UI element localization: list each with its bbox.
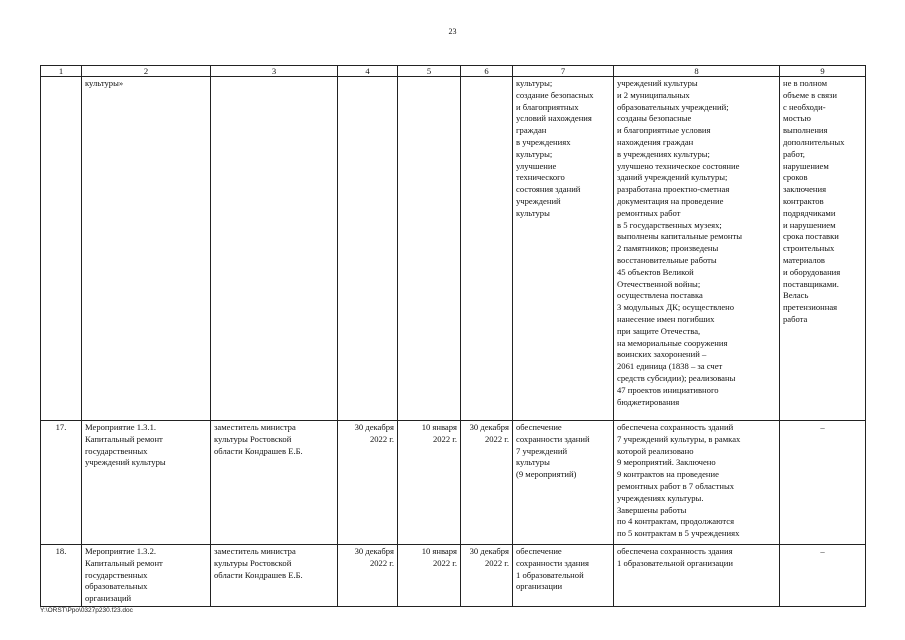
- cell-line: 7 учреждений: [516, 445, 568, 456]
- cell-line: культуры;: [516, 78, 553, 88]
- actual-result-cell: [614, 545, 780, 607]
- cell-line: нанесение имен погибших: [617, 313, 715, 324]
- report-table: [40, 65, 866, 607]
- reasons-cell: [780, 545, 866, 607]
- planned-date-cell: [338, 77, 398, 421]
- cell-line: при защите Отечества,: [617, 325, 701, 336]
- column-number-row: [41, 66, 866, 77]
- cell-line: состояния зданий: [516, 184, 581, 195]
- cell-line: 45 объектов Великой: [617, 266, 694, 277]
- cell-line: государственных: [85, 569, 148, 580]
- cell-line: 10 января: [421, 546, 457, 556]
- actual-end-cell: [461, 545, 513, 607]
- cell-line: и нарушением: [783, 219, 836, 230]
- row-number: [41, 77, 82, 421]
- cell-line: –: [820, 422, 825, 432]
- cell-line: Отечественной войны;: [617, 278, 701, 289]
- actual-result-cell: [614, 421, 780, 545]
- cell-line: учреждениях культуры.: [617, 492, 704, 503]
- cell-line: по 5 контрактам в 5 учреждениях: [617, 528, 740, 539]
- cell-line: сохранности зданий: [516, 433, 590, 444]
- cell-line: бюджетирования: [617, 396, 680, 407]
- cell-line: образовательных учреждений;: [617, 101, 729, 112]
- row-number: 17.: [41, 421, 82, 545]
- cell-line: организаций: [85, 593, 132, 604]
- actual-result-cell: [614, 77, 780, 421]
- cell-line: условий нахождения: [516, 113, 592, 124]
- cell-line: претензионная: [783, 302, 838, 313]
- measure-name-cell: [82, 545, 211, 607]
- cell-line: 2022 г.: [484, 557, 509, 568]
- cell-line: Завершены работы: [617, 504, 687, 515]
- reasons-cell: [780, 77, 866, 421]
- cell-line: (9 мероприятий): [516, 469, 577, 480]
- cell-line: 7 учреждений культуры, в рамках: [617, 433, 741, 444]
- cell-line: в учреждениях культуры;: [617, 148, 710, 159]
- cell-line: улучшено техническое состояние: [617, 160, 740, 171]
- planned-result-cell: [513, 545, 614, 607]
- cell-line: обеспечена сохранность зданий: [617, 422, 734, 432]
- cell-line: сроков: [783, 172, 808, 183]
- cell-line: учреждений: [516, 195, 561, 206]
- planned-result-cell: [513, 77, 614, 421]
- cell-line: разработана проектно-сметная: [617, 184, 730, 195]
- cell-line: контрактов: [783, 195, 824, 206]
- cell-line: дополнительных: [783, 136, 845, 147]
- cell-line: 3 модульных ДК; осуществлено: [617, 302, 735, 313]
- cell-line: культуры Ростовской: [214, 557, 292, 568]
- cell-line: создание безопасных: [516, 89, 594, 100]
- cell-line: по 4 контрактам, продолжаются: [617, 516, 735, 527]
- measure-name-cell: [82, 421, 211, 545]
- cell-line: организации: [516, 581, 563, 592]
- cell-line: Мероприятие 1.3.2.: [85, 546, 157, 556]
- cell-line: Велась: [783, 290, 809, 301]
- cell-line: материалов: [783, 254, 825, 265]
- cell-line: граждан: [516, 125, 547, 136]
- cell-line: в 5 государственных музеях;: [617, 219, 722, 230]
- actual-start-cell: [398, 545, 461, 607]
- cell-line: обеспечение: [516, 546, 562, 556]
- column-number: 8: [614, 66, 780, 77]
- cell-line: и оборудования: [783, 266, 841, 277]
- cell-line: мостью: [783, 113, 811, 124]
- cell-line: и 2 муниципальных: [617, 89, 690, 100]
- cell-line: нахождения граждан: [617, 136, 694, 147]
- table-row: [41, 545, 866, 607]
- cell-line: и благоприятные условия: [617, 125, 711, 136]
- cell-line: заключения: [783, 184, 827, 195]
- cell-line: 1 образовательной: [516, 569, 584, 580]
- cell-line: 10 января: [421, 422, 457, 432]
- cell-line: зданий учреждений культуры;: [617, 172, 728, 183]
- cell-line: и благоприятных: [516, 101, 579, 112]
- actual-end-cell: [461, 421, 513, 545]
- column-number: 2: [82, 66, 211, 77]
- cell-line: работ,: [783, 148, 805, 159]
- reasons-cell: [780, 421, 866, 545]
- cell-line: нарушением: [783, 160, 829, 171]
- cell-line: воинских захоронений –: [617, 349, 707, 360]
- cell-line: 2061 единица (1838 – за счет: [617, 361, 723, 372]
- cell-line: Капитальный ремонт: [85, 557, 163, 568]
- cell-line: обеспечение: [516, 422, 562, 432]
- cell-line: заместитель министра: [214, 546, 296, 556]
- cell-line: 2 памятников; произведены: [617, 243, 719, 254]
- cell-line: государственных: [85, 445, 148, 456]
- cell-line: восстановительные работы: [617, 254, 717, 265]
- cell-line: 2022 г.: [369, 557, 394, 568]
- cell-line: 30 декабря: [354, 422, 394, 432]
- cell-line: 2022 г.: [432, 557, 457, 568]
- cell-line: ремонтных работ в 7 областных: [617, 480, 735, 491]
- column-number: 7: [513, 66, 614, 77]
- cell-line: средств субсидии); реализованы: [617, 372, 736, 383]
- cell-line: области Кондрашев Е.Б.: [214, 569, 303, 580]
- cell-line: сохранности здания: [516, 557, 589, 568]
- cell-line: срока поставки: [783, 231, 839, 242]
- cell-line: 47 проектов инициативного: [617, 384, 719, 395]
- cell-line: 1 образовательной организации: [617, 557, 733, 568]
- cell-line: Капитальный ремонт: [85, 433, 163, 444]
- column-number: 3: [211, 66, 338, 77]
- table-row: [41, 77, 866, 421]
- cell-line: образовательных: [85, 581, 148, 592]
- cell-line: выполнены капитальные ремонты: [617, 231, 743, 242]
- responsible-cell: [211, 77, 338, 421]
- responsible-cell: [211, 545, 338, 607]
- cell-line: на мемориальные сооружения: [617, 337, 728, 348]
- table-row: [41, 421, 866, 545]
- cell-line: строительных: [783, 243, 835, 254]
- responsible-cell: [211, 421, 338, 545]
- cell-line: заместитель министра: [214, 422, 296, 432]
- cell-line: документация на проведение: [617, 195, 724, 206]
- cell-line: подрядчиками: [783, 207, 836, 218]
- cell-line: культуры: [516, 207, 550, 218]
- cell-line: 2022 г.: [369, 433, 394, 444]
- cell-line: культуры»: [85, 78, 124, 88]
- cell-line: культуры;: [516, 148, 553, 159]
- actual-start-cell: [398, 77, 461, 421]
- cell-line: 2022 г.: [484, 433, 509, 444]
- cell-line: выполнения: [783, 125, 828, 136]
- cell-line: 30 декабря: [354, 546, 394, 556]
- cell-line: культуры: [516, 457, 550, 468]
- cell-line: работа: [783, 313, 808, 324]
- actual-start-cell: [398, 421, 461, 545]
- planned-result-cell: [513, 421, 614, 545]
- cell-line: –: [820, 546, 825, 556]
- column-number: 9: [780, 66, 866, 77]
- cell-line: 2022 г.: [432, 433, 457, 444]
- cell-line: 9 контрактов на проведение: [617, 469, 719, 480]
- cell-line: объеме в связи: [783, 89, 838, 100]
- column-number: 4: [338, 66, 398, 77]
- cell-line: ремонтных работ: [617, 207, 681, 218]
- cell-line: культуры Ростовской: [214, 433, 292, 444]
- cell-line: 30 декабря: [469, 546, 509, 556]
- cell-line: учреждений культуры: [617, 78, 698, 88]
- planned-date-cell: [338, 421, 398, 545]
- row-number: 18.: [41, 545, 82, 607]
- cell-line: обеспечена сохранность здания: [617, 546, 733, 556]
- cell-line: поставщиками.: [783, 278, 839, 289]
- cell-line: технического: [516, 172, 565, 183]
- cell-line: учреждений культуры: [85, 457, 166, 468]
- cell-line: 30 декабря: [469, 422, 509, 432]
- cell-line: не в полном: [783, 78, 828, 88]
- cell-line: с необходи-: [783, 101, 826, 112]
- actual-end-cell: [461, 77, 513, 421]
- cell-line: улучшение: [516, 160, 557, 171]
- column-number: 5: [398, 66, 461, 77]
- cell-line: которой реализовано: [617, 445, 694, 456]
- page-number: 23: [448, 27, 457, 36]
- cell-line: осуществлена поставка: [617, 290, 703, 301]
- cell-line: созданы безопасные: [617, 113, 692, 124]
- cell-line: 9 мероприятий. Заключено: [617, 457, 716, 468]
- file-path-footer: Y:\ORST\Ppo\0327p230.f23.doc: [40, 607, 133, 614]
- cell-line: Мероприятие 1.3.1.: [85, 422, 157, 432]
- column-number: 1: [41, 66, 82, 77]
- column-number: 6: [461, 66, 513, 77]
- measure-name-cell: [82, 77, 211, 421]
- planned-date-cell: [338, 545, 398, 607]
- cell-line: в учреждениях: [516, 136, 571, 147]
- cell-line: области Кондрашев Е.Б.: [214, 445, 303, 456]
